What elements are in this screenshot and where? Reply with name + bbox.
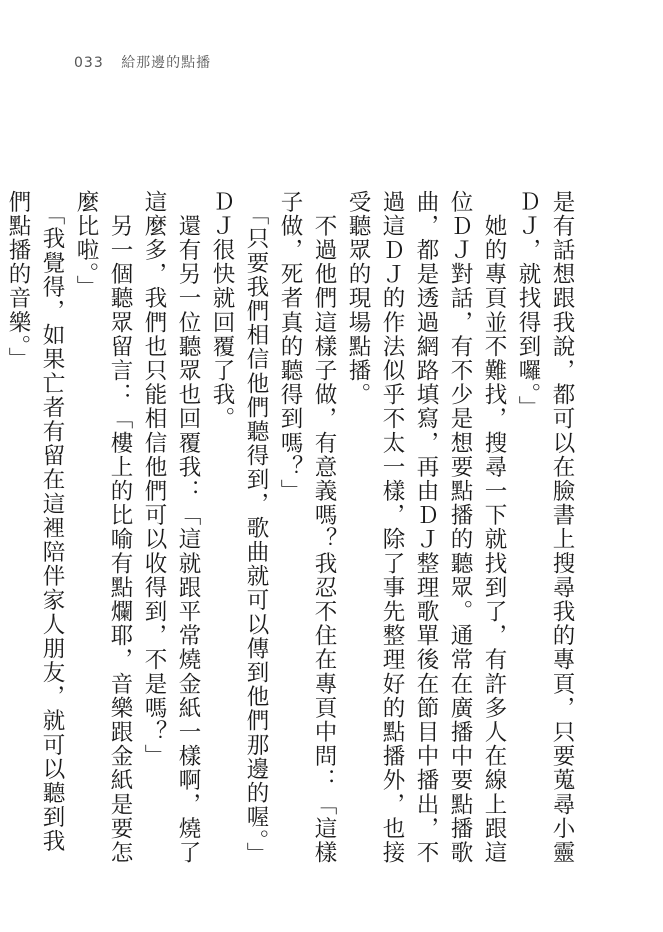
paragraph: 「我覺得，如果亡者有留在這裡陪伴家人朋友，就可以聽到我們點播的音樂。」 (5, 190, 65, 854)
paragraph (0, 190, 1, 870)
paragraph: 另一個聽眾留言：「樓上的比喻有點爛耶，音樂跟金紙是要怎麼比啦。」 (73, 190, 133, 865)
paragraph: 「只要我們相信他們聽得到，歌曲就可以傳到他們那邊的喔。」ＤＪ很快就回覆了我。 (209, 190, 269, 867)
paragraph: 不過他們這樣子做，有意義嗎？我忍不住在專頁中問：「這樣子做，死者真的聽得到嗎？」 (277, 190, 337, 865)
paragraph: 她的專頁並不難找，搜尋一下就找到了，有許多人在線上跟這位ＤＪ對話，有不少是想要點播的聽眾。通常在廣播中要點播歌曲，都是透過網路填寫，再由ＤＪ整理歌單後在節目中播出，不過這ＤＪ的作法似乎不太一樣，除了事先整理好的點播外，也接受聽眾的現場點播。 (345, 190, 507, 865)
body-text (5, 190, 579, 870)
book-title: 給那邊的點播 (121, 55, 212, 71)
page-header (74, 52, 211, 72)
paragraph: 是有話想跟我說，都可以在臉書上搜尋我的專頁，只要蒐尋小靈ＤＪ，就找得到囉。」 (515, 190, 575, 865)
page-number: 033 (74, 55, 104, 71)
paragraph: 還有另一位聽眾也回覆我：「這就跟平常燒金紙一樣啊，燒了這麼多，我們也只能相信他們可以收得到，不是嗎？」 (141, 190, 201, 865)
